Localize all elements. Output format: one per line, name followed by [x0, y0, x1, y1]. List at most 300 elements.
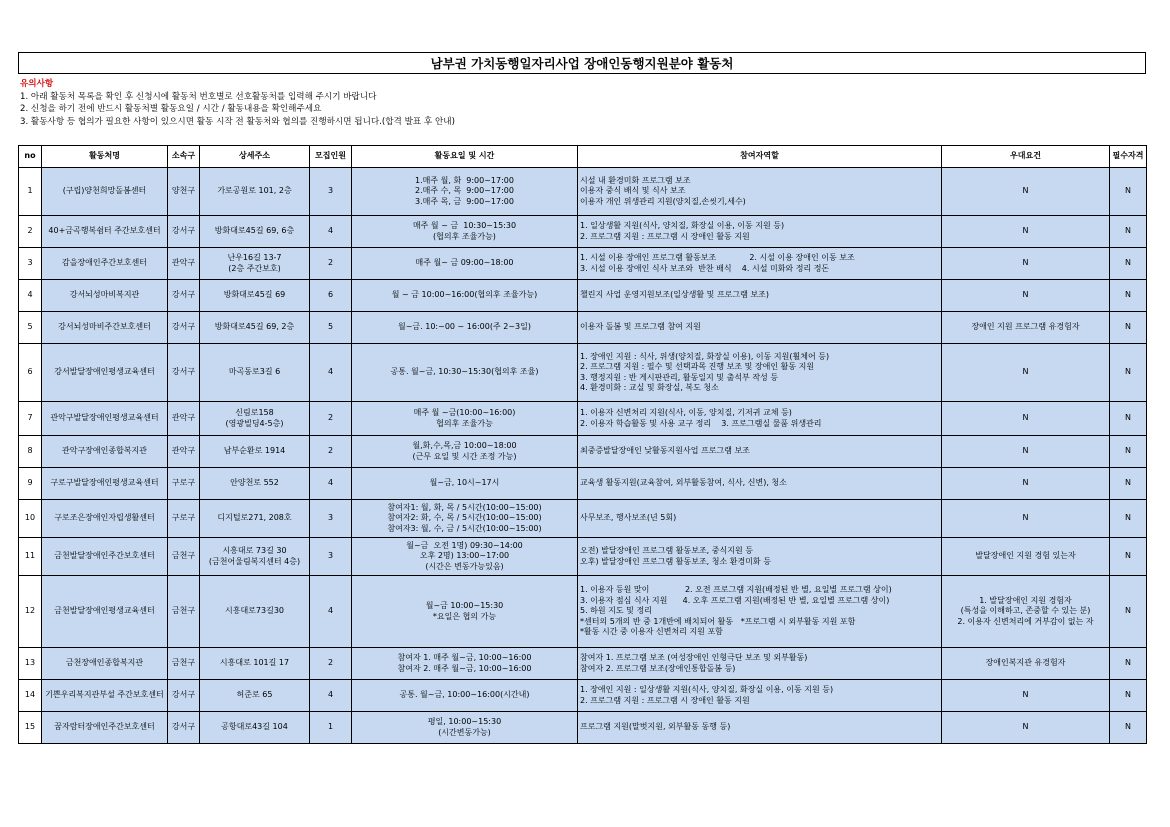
cell-required: [1110, 500, 1147, 538]
cell-preference-text: 발달장애인 지원 경험 있는자: [975, 551, 1076, 561]
table-row: [19, 576, 1147, 648]
table-row: [19, 312, 1147, 344]
cell-time: [352, 344, 578, 402]
cell-address-text: 허준로 65: [236, 690, 273, 700]
cell-no: [19, 468, 42, 500]
table-row: [19, 648, 1147, 680]
cell-name: [42, 168, 168, 216]
cell-role-text: 3. 시설 이용 장애인 식사 보조와 반찬 배식 4. 시설 미화와 정리 정돈: [580, 263, 830, 273]
notice-line: 2. 신청을 하기 전에 반드시 활동처별 활동요일 / 시간 / 활동내용을 확인해주세요: [20, 104, 322, 115]
cell-no: [19, 344, 42, 402]
cell-role-text: 2. 이용자 학습활동 및 사용 교구 정리 3. 프로그램실 물품 위생관리: [580, 418, 822, 428]
cell-count-text: 4: [327, 226, 334, 236]
cell-count-text: 4: [327, 606, 334, 616]
cell-address: [200, 576, 310, 648]
cell-time-text: 참여자 1. 매주 월~금, 10:00~16:00: [397, 653, 532, 663]
cell-name: [42, 712, 168, 744]
cell-time-text: 2.매주 수, 목 9:00~17:00: [415, 186, 514, 196]
cell-time-text: 공통. 월~금, 10:30~15:30(협의후 조율): [390, 367, 539, 377]
cell-preference-text: N: [1022, 478, 1029, 488]
table-row: [19, 500, 1147, 538]
cell-role-text: *센터의 5개의 반 중 1개반에 배치되어 활동 *프로그램 시 외부활동 지원 포함: [580, 616, 856, 626]
cell-required-text: N: [1125, 551, 1131, 561]
cell-no-text: 10: [24, 513, 36, 523]
cell-count: [310, 648, 352, 680]
cell-required: [1110, 216, 1147, 248]
cell-role-text: 1. 이용자 신변처리 지원(식사, 이동, 양치질, 기저귀 교체 등): [580, 408, 792, 418]
cell-no-text: 9: [27, 478, 33, 488]
cell-address: [200, 500, 310, 538]
cell-required: [1110, 344, 1147, 402]
cell-no-text: 5: [27, 322, 33, 332]
cell-preference: [942, 500, 1110, 538]
cell-time-text: 참여자2: 화, 수, 목 / 5시간(10:00~15:00): [387, 513, 542, 523]
cell-gu-text: 강서구: [171, 690, 196, 700]
table-row: [19, 402, 1147, 436]
cell-no: [19, 280, 42, 312]
cell-name: [42, 436, 168, 468]
cell-preference-text: N: [1022, 258, 1029, 268]
cell-role: [578, 248, 942, 280]
cell-preference: [942, 468, 1110, 500]
cell-address-text: 안양천로 552: [230, 478, 279, 488]
cell-no: [19, 168, 42, 216]
cell-address-text: 방화대로45길 69: [223, 290, 286, 300]
cell-address: [200, 538, 310, 576]
cell-no: [19, 402, 42, 436]
cell-no-text: 13: [24, 658, 36, 668]
cell-no-text: 11: [24, 551, 36, 561]
cell-gu: [168, 436, 200, 468]
cell-required-text: N: [1125, 658, 1131, 668]
cell-time: [352, 436, 578, 468]
cell-name-text: 관악구발달장애인평생교육센터: [50, 413, 159, 423]
cell-required-text: N: [1125, 258, 1131, 268]
cell-preference-text: 장애인복지관 유경험자: [985, 658, 1066, 668]
table-row: [19, 280, 1147, 312]
cell-no: [19, 680, 42, 712]
col-header-preference: 우대요건: [942, 146, 1110, 168]
cell-role: [578, 538, 942, 576]
cell-name-text: 기쁜우리복지관부설 주간보호센터: [45, 690, 164, 700]
cell-no: [19, 648, 42, 680]
cell-preference-text: N: [1022, 690, 1029, 700]
cell-role-text: 참여자 1. 프로그램 보조 (여성장애인 인형극단 보조 및 외부활동): [580, 653, 808, 663]
cell-role-text: 이용자 중식 배식 및 식사 보조: [580, 186, 686, 196]
cell-count: [310, 468, 352, 500]
cell-address-text: 남부순환로 1914: [223, 446, 286, 456]
cell-address-text: 마곡동로3길 6: [228, 367, 281, 377]
cell-role: [578, 280, 942, 312]
cell-role-text: 사무보조, 행사보조(년 5회): [580, 513, 677, 523]
cell-required-text: N: [1125, 478, 1131, 488]
cell-count-text: 2: [327, 258, 334, 268]
cell-role-text: 교육생 활동지원(교육참여, 외부활동참여, 식사, 신변), 청소: [580, 478, 787, 488]
cell-role-text: 1. 시설 이용 장애인 프로그램 활동보조 2. 시설 이용 장애인 이동 보조: [580, 253, 855, 263]
notice-heading: 유의사항: [20, 79, 54, 89]
cell-time-text: 평일, 10:00~15:30: [427, 717, 502, 727]
cell-no-text: 1: [27, 186, 33, 196]
cell-role-text: 오후) 발달장애인 프로그램 활동보조, 청소 환경미화 등: [580, 556, 771, 566]
cell-preference: [942, 216, 1110, 248]
cell-count: [310, 280, 352, 312]
cell-name: [42, 500, 168, 538]
cell-role-text: 오전) 발달장애인 프로그램 활동보조, 중식지원 등: [580, 546, 753, 556]
cell-count: [310, 344, 352, 402]
table-row: [19, 680, 1147, 712]
cell-role: [578, 468, 942, 500]
cell-count: [310, 248, 352, 280]
table-row: [19, 538, 1147, 576]
cell-no: [19, 712, 42, 744]
cell-address-text: 신림로158: [235, 408, 274, 418]
cell-role-text: 시설 내 환경미화 프로그램 보조: [580, 175, 691, 185]
cell-address: [200, 712, 310, 744]
cell-gu: [168, 280, 200, 312]
cell-name: [42, 468, 168, 500]
cell-required-text: N: [1125, 186, 1131, 196]
cell-name-text: 금천장애인종합복지관: [65, 658, 144, 668]
cell-address: [200, 168, 310, 216]
cell-required: [1110, 468, 1147, 500]
cell-gu: [168, 402, 200, 436]
cell-required: [1110, 312, 1147, 344]
cell-role: [578, 312, 942, 344]
cell-gu: [168, 576, 200, 648]
cell-count-text: 5: [327, 322, 334, 332]
cell-address-text: (영광빌딩4-5층): [225, 418, 284, 428]
cell-count: [310, 402, 352, 436]
activity-table: [18, 145, 1147, 744]
cell-gu: [168, 538, 200, 576]
cell-preference-text: (특성을 이해하고, 존중할 수 있는 분): [960, 606, 1091, 616]
cell-name-text: 구로구발달장애인평생교육센터: [50, 478, 159, 488]
cell-preference: [942, 436, 1110, 468]
cell-count: [310, 436, 352, 468]
cell-no-text: 14: [24, 690, 36, 700]
cell-gu: [168, 168, 200, 216]
cell-address: [200, 216, 310, 248]
cell-no: [19, 538, 42, 576]
cell-gu-text: 금천구: [171, 658, 196, 668]
cell-address-text: 공항대로43길 104: [221, 722, 288, 732]
cell-time: [352, 538, 578, 576]
cell-gu-text: 강서구: [171, 290, 196, 300]
cell-name: [42, 312, 168, 344]
cell-address-text: 방화대로45길 69, 6층: [214, 226, 295, 236]
cell-address-text: (금천어울림복지센터 4층): [208, 556, 301, 566]
cell-count-text: 2: [327, 446, 334, 456]
cell-preference: [942, 538, 1110, 576]
cell-gu: [168, 344, 200, 402]
cell-time: [352, 168, 578, 216]
cell-required-text: N: [1125, 446, 1131, 456]
cell-name: [42, 538, 168, 576]
cell-name-text: 금천발달장애인평생교육센터: [54, 606, 155, 616]
cell-gu-text: 강서구: [171, 722, 196, 732]
col-header-required: 필수자격: [1110, 146, 1147, 168]
notice-line: 1. 아래 활동처 목록을 확인 후 신청시에 활동처 번호별로 선호활동처를 입력해 주시기 바랍니다: [20, 91, 377, 102]
cell-preference: [942, 402, 1110, 436]
cell-gu: [168, 500, 200, 538]
cell-preference: [942, 312, 1110, 344]
cell-role-text: 이용자 개인 위생관리 지원(양치질,손씻기,세수): [580, 196, 746, 206]
cell-name: [42, 576, 168, 648]
cell-address: [200, 648, 310, 680]
table-row: [19, 468, 1147, 500]
cell-role: [578, 712, 942, 744]
cell-name-text: 감을장애인주간보호센터: [61, 258, 147, 268]
cell-required: [1110, 538, 1147, 576]
cell-gu: [168, 312, 200, 344]
cell-preference-text: N: [1022, 367, 1029, 377]
cell-time: [352, 402, 578, 436]
cell-required-text: N: [1125, 290, 1131, 300]
cell-address: [200, 248, 310, 280]
cell-no: [19, 216, 42, 248]
cell-preference-text: N: [1022, 290, 1029, 300]
table-row: [19, 216, 1147, 248]
cell-role-text: 1. 일상생활 지원(식사, 양치질, 화장실 이용, 이동 지원 등): [580, 221, 785, 231]
cell-role: [578, 216, 942, 248]
cell-required-text: N: [1125, 367, 1131, 377]
cell-name-text: 구로조은장애인자립생활센터: [54, 513, 155, 523]
cell-role-text: 프로그램 지원(말벗지원, 외부활동 동행 등): [580, 722, 731, 732]
table-row: [19, 344, 1147, 402]
cell-time: [352, 712, 578, 744]
cell-address: [200, 436, 310, 468]
cell-time-text: 매주 월~ 금 09:00~18:00: [415, 258, 514, 268]
col-header-no: no: [19, 146, 42, 168]
cell-count: [310, 576, 352, 648]
cell-role-text: 2. 프로그램 지원 : 프로그램 시 장애인 활동 지원: [580, 695, 750, 705]
cell-preference-text: 2. 이용자 신변처리에 거부감이 없는 자: [957, 616, 1094, 626]
cell-preference-text: N: [1022, 226, 1029, 236]
cell-name: [42, 402, 168, 436]
cell-time-text: 월~금 10:00~15:30: [425, 601, 504, 611]
cell-time-text: 월 ~ 금 10:00~16:00(협의후 조율가능): [391, 290, 538, 300]
cell-no-text: 2: [27, 226, 33, 236]
cell-role-text: 참여자 2. 프로그램 보조(장애인통합돌봄 등): [580, 663, 736, 673]
cell-role-text: 5. 하원 지도 및 정리: [580, 606, 652, 616]
cell-required: [1110, 402, 1147, 436]
cell-time-text: 매주 월 ~ 금 10:30~15:30: [412, 221, 517, 231]
cell-count: [310, 168, 352, 216]
cell-count: [310, 500, 352, 538]
cell-name-text: 강서발달장애인평생교육센터: [54, 367, 155, 377]
cell-preference-text: 장애인 지원 프로그램 유경험자: [971, 322, 1080, 332]
cell-count: [310, 216, 352, 248]
cell-time-text: (근무 요일 및 시간 조정 가능): [412, 451, 517, 461]
cell-address: [200, 312, 310, 344]
cell-count-text: 3: [327, 551, 334, 561]
cell-required-text: N: [1125, 690, 1131, 700]
cell-time-text: 공통. 월~금, 10:00~16:00(시간내): [399, 690, 530, 700]
cell-required: [1110, 168, 1147, 216]
cell-role: [578, 168, 942, 216]
cell-gu: [168, 468, 200, 500]
cell-time-text: 1.매주 월, 화 9:00~17:00: [415, 175, 514, 185]
cell-time-text: (시간변동가능): [438, 727, 491, 737]
cell-required-text: N: [1125, 413, 1131, 423]
cell-gu: [168, 680, 200, 712]
cell-time-text: (협의후 조율가능): [433, 231, 496, 241]
cell-required: [1110, 576, 1147, 648]
cell-name-text: 꿈자람터장애인주간보호센터: [54, 722, 155, 732]
cell-count: [310, 712, 352, 744]
cell-time-text: *요일은 협의 가능: [432, 611, 497, 621]
col-header-role: 참여자역할: [578, 146, 942, 168]
cell-role-text: 2. 프로그램 지원 : 필수 및 선택과목 진행 보조 및 장애인 활동 지원: [580, 362, 815, 372]
cell-time-text: 참여자3: 월, 수, 금 / 5시간(10:00~15:00): [387, 523, 542, 533]
cell-required-text: N: [1125, 722, 1131, 732]
cell-gu-text: 양천구: [171, 186, 196, 196]
cell-gu-text: 관악구: [171, 446, 196, 456]
cell-no-text: 8: [27, 446, 33, 456]
table-row: [19, 712, 1147, 744]
cell-no-text: 4: [27, 290, 33, 300]
cell-time: [352, 680, 578, 712]
cell-time-text: (시간은 변동가능있음): [425, 561, 504, 571]
cell-gu-text: 구로구: [171, 478, 196, 488]
cell-time-text: 월~금. 10:~00 ~ 16:00(주 2~3일): [398, 322, 531, 332]
cell-no-text: 6: [27, 367, 33, 377]
cell-name-text: 40+금곡행복쉼터 주간보호센터: [48, 226, 161, 236]
cell-role-text: 1. 장애인 지원 : 일상생활 지원(식사, 양치질, 화장실 이용, 이동 지원 등): [580, 685, 834, 695]
cell-time-text: 참여자1: 월, 화, 목 / 5시간(10:00~15:00): [387, 502, 542, 512]
cell-count-text: 1: [327, 722, 334, 732]
cell-name-text: 금천발달장애인주간보호센터: [54, 551, 155, 561]
cell-no: [19, 248, 42, 280]
cell-address-text: 가로공원로 101, 2층: [217, 186, 292, 196]
cell-gu: [168, 248, 200, 280]
cell-count-text: 2: [327, 658, 334, 668]
cell-time-text: 매주 월 ~금(10:00~16:00): [413, 408, 516, 418]
cell-time: [352, 648, 578, 680]
cell-time-text: 협의후 조율가능: [436, 418, 493, 428]
cell-name: [42, 216, 168, 248]
cell-count-text: 4: [327, 478, 334, 488]
cell-no: [19, 312, 42, 344]
col-header-count: 모집인원: [310, 146, 352, 168]
cell-address-text: 방화대로45길 69, 2층: [214, 322, 295, 332]
cell-gu-text: 강서구: [171, 322, 196, 332]
cell-time: [352, 468, 578, 500]
cell-address: [200, 680, 310, 712]
col-header-gu: 소속구: [168, 146, 200, 168]
cell-name-text: 강서뇌성마비복지관: [69, 290, 140, 300]
col-header-name: 활동처명: [42, 146, 168, 168]
cell-role-text: *활동 시간 중 이용자 신변처리 지원 포함: [580, 627, 723, 637]
cell-gu-text: 구로구: [171, 513, 196, 523]
cell-role-text: 챌린지 사업 운영지원보조(일상생활 및 프로그램 보조): [580, 290, 769, 300]
cell-gu-text: 관악구: [171, 258, 196, 268]
cell-time-text: 월~금, 10시~17시: [429, 478, 500, 488]
cell-role: [578, 344, 942, 402]
cell-address: [200, 280, 310, 312]
cell-required: [1110, 648, 1147, 680]
cell-address-text: 시흥대로 73길 30: [222, 546, 287, 556]
cell-time-text: 3.매주 목, 금 9:00~17:00: [415, 196, 514, 206]
cell-gu-text: 강서구: [171, 367, 196, 377]
cell-role: [578, 436, 942, 468]
cell-role-text: 최중증발달장애인 낮활동지원사업 프로그램 보조: [580, 446, 750, 456]
cell-time: [352, 280, 578, 312]
cell-time-text: 월,화,수,목,금 10:00~18:00: [412, 441, 517, 451]
cell-gu-text: 강서구: [171, 226, 196, 236]
cell-gu: [168, 648, 200, 680]
cell-gu-text: 관악구: [171, 413, 196, 423]
cell-address: [200, 468, 310, 500]
cell-name: [42, 680, 168, 712]
cell-count-text: 4: [327, 690, 334, 700]
cell-address-text: 난우16길 13-7: [227, 253, 282, 263]
cell-role-text: 2. 프로그램 지원 : 프로그램 시 장애인 활동 지원: [580, 231, 750, 241]
cell-role-text: 3. 행정지원 : 반 게시판관리, 활동일지 및 출석부 작성 등: [580, 372, 779, 382]
cell-preference-text: N: [1022, 722, 1029, 732]
cell-time: [352, 312, 578, 344]
cell-preference-text: N: [1022, 186, 1029, 196]
cell-role-text: 1. 장애인 지원 : 식사, 위생(양치질, 화장실 이용), 이동 지원(휠체어 등): [580, 351, 830, 361]
cell-count: [310, 538, 352, 576]
cell-no: [19, 576, 42, 648]
cell-role-text: 3. 이용자 점심 식사 지원 4. 오후 프로그램 지원(배정된 반 별, 요일별 프로그램 상이): [580, 595, 890, 605]
cell-required: [1110, 280, 1147, 312]
cell-required-text: N: [1125, 226, 1131, 236]
cell-count: [310, 312, 352, 344]
cell-role-text: 1. 이용자 등원 맞이 2. 오전 프로그램 지원(배정된 반 별, 요일별 프로그램 상이): [580, 585, 892, 595]
cell-role: [578, 680, 942, 712]
cell-address-text: 시흥대로 101길 17: [219, 658, 290, 668]
cell-preference: [942, 680, 1110, 712]
cell-time-text: 월~금 오전 1명) 09:30~14:00: [406, 540, 523, 550]
notice-line: 3. 활동사항 등 협의가 필요한 사항이 있으시면 활동 시작 전 활동처와 협의를 진행하시면 됩니다.(합격 발표 후 안내): [20, 116, 455, 127]
page-title: 남부권 가치동행일자리사업 장애인동행지원분야 활동처: [18, 52, 1146, 74]
cell-name: [42, 648, 168, 680]
cell-required-text: N: [1125, 606, 1131, 616]
cell-address-text: (2층 주간보호): [228, 263, 281, 273]
col-header-time: 활동요일 및 시간: [352, 146, 578, 168]
cell-no-text: 7: [27, 413, 33, 423]
table-row: [19, 168, 1147, 216]
cell-name: [42, 248, 168, 280]
cell-name-text: 강서뇌성마비주간보호센터: [58, 322, 151, 332]
cell-address-text: 시흥대로73길30: [225, 606, 284, 616]
cell-role: [578, 500, 942, 538]
table-row: [19, 436, 1147, 468]
cell-name: [42, 344, 168, 402]
cell-gu: [168, 712, 200, 744]
cell-name: [42, 280, 168, 312]
notice-block: [20, 78, 455, 128]
cell-preference-text: 1. 발달장애인 지원 경험자: [979, 595, 1072, 605]
cell-address-text: 디지털로271, 208호: [217, 513, 292, 523]
cell-no-text: 3: [27, 258, 33, 268]
cell-preference: [942, 344, 1110, 402]
cell-no: [19, 436, 42, 468]
cell-count-text: 3: [327, 186, 334, 196]
cell-address: [200, 344, 310, 402]
cell-gu-text: 금천구: [171, 606, 196, 616]
cell-count-text: 3: [327, 513, 334, 523]
cell-role: [578, 576, 942, 648]
cell-required: [1110, 712, 1147, 744]
cell-time: [352, 500, 578, 538]
cell-gu-text: 금천구: [171, 551, 196, 561]
cell-required: [1110, 436, 1147, 468]
cell-role: [578, 648, 942, 680]
cell-time: [352, 248, 578, 280]
